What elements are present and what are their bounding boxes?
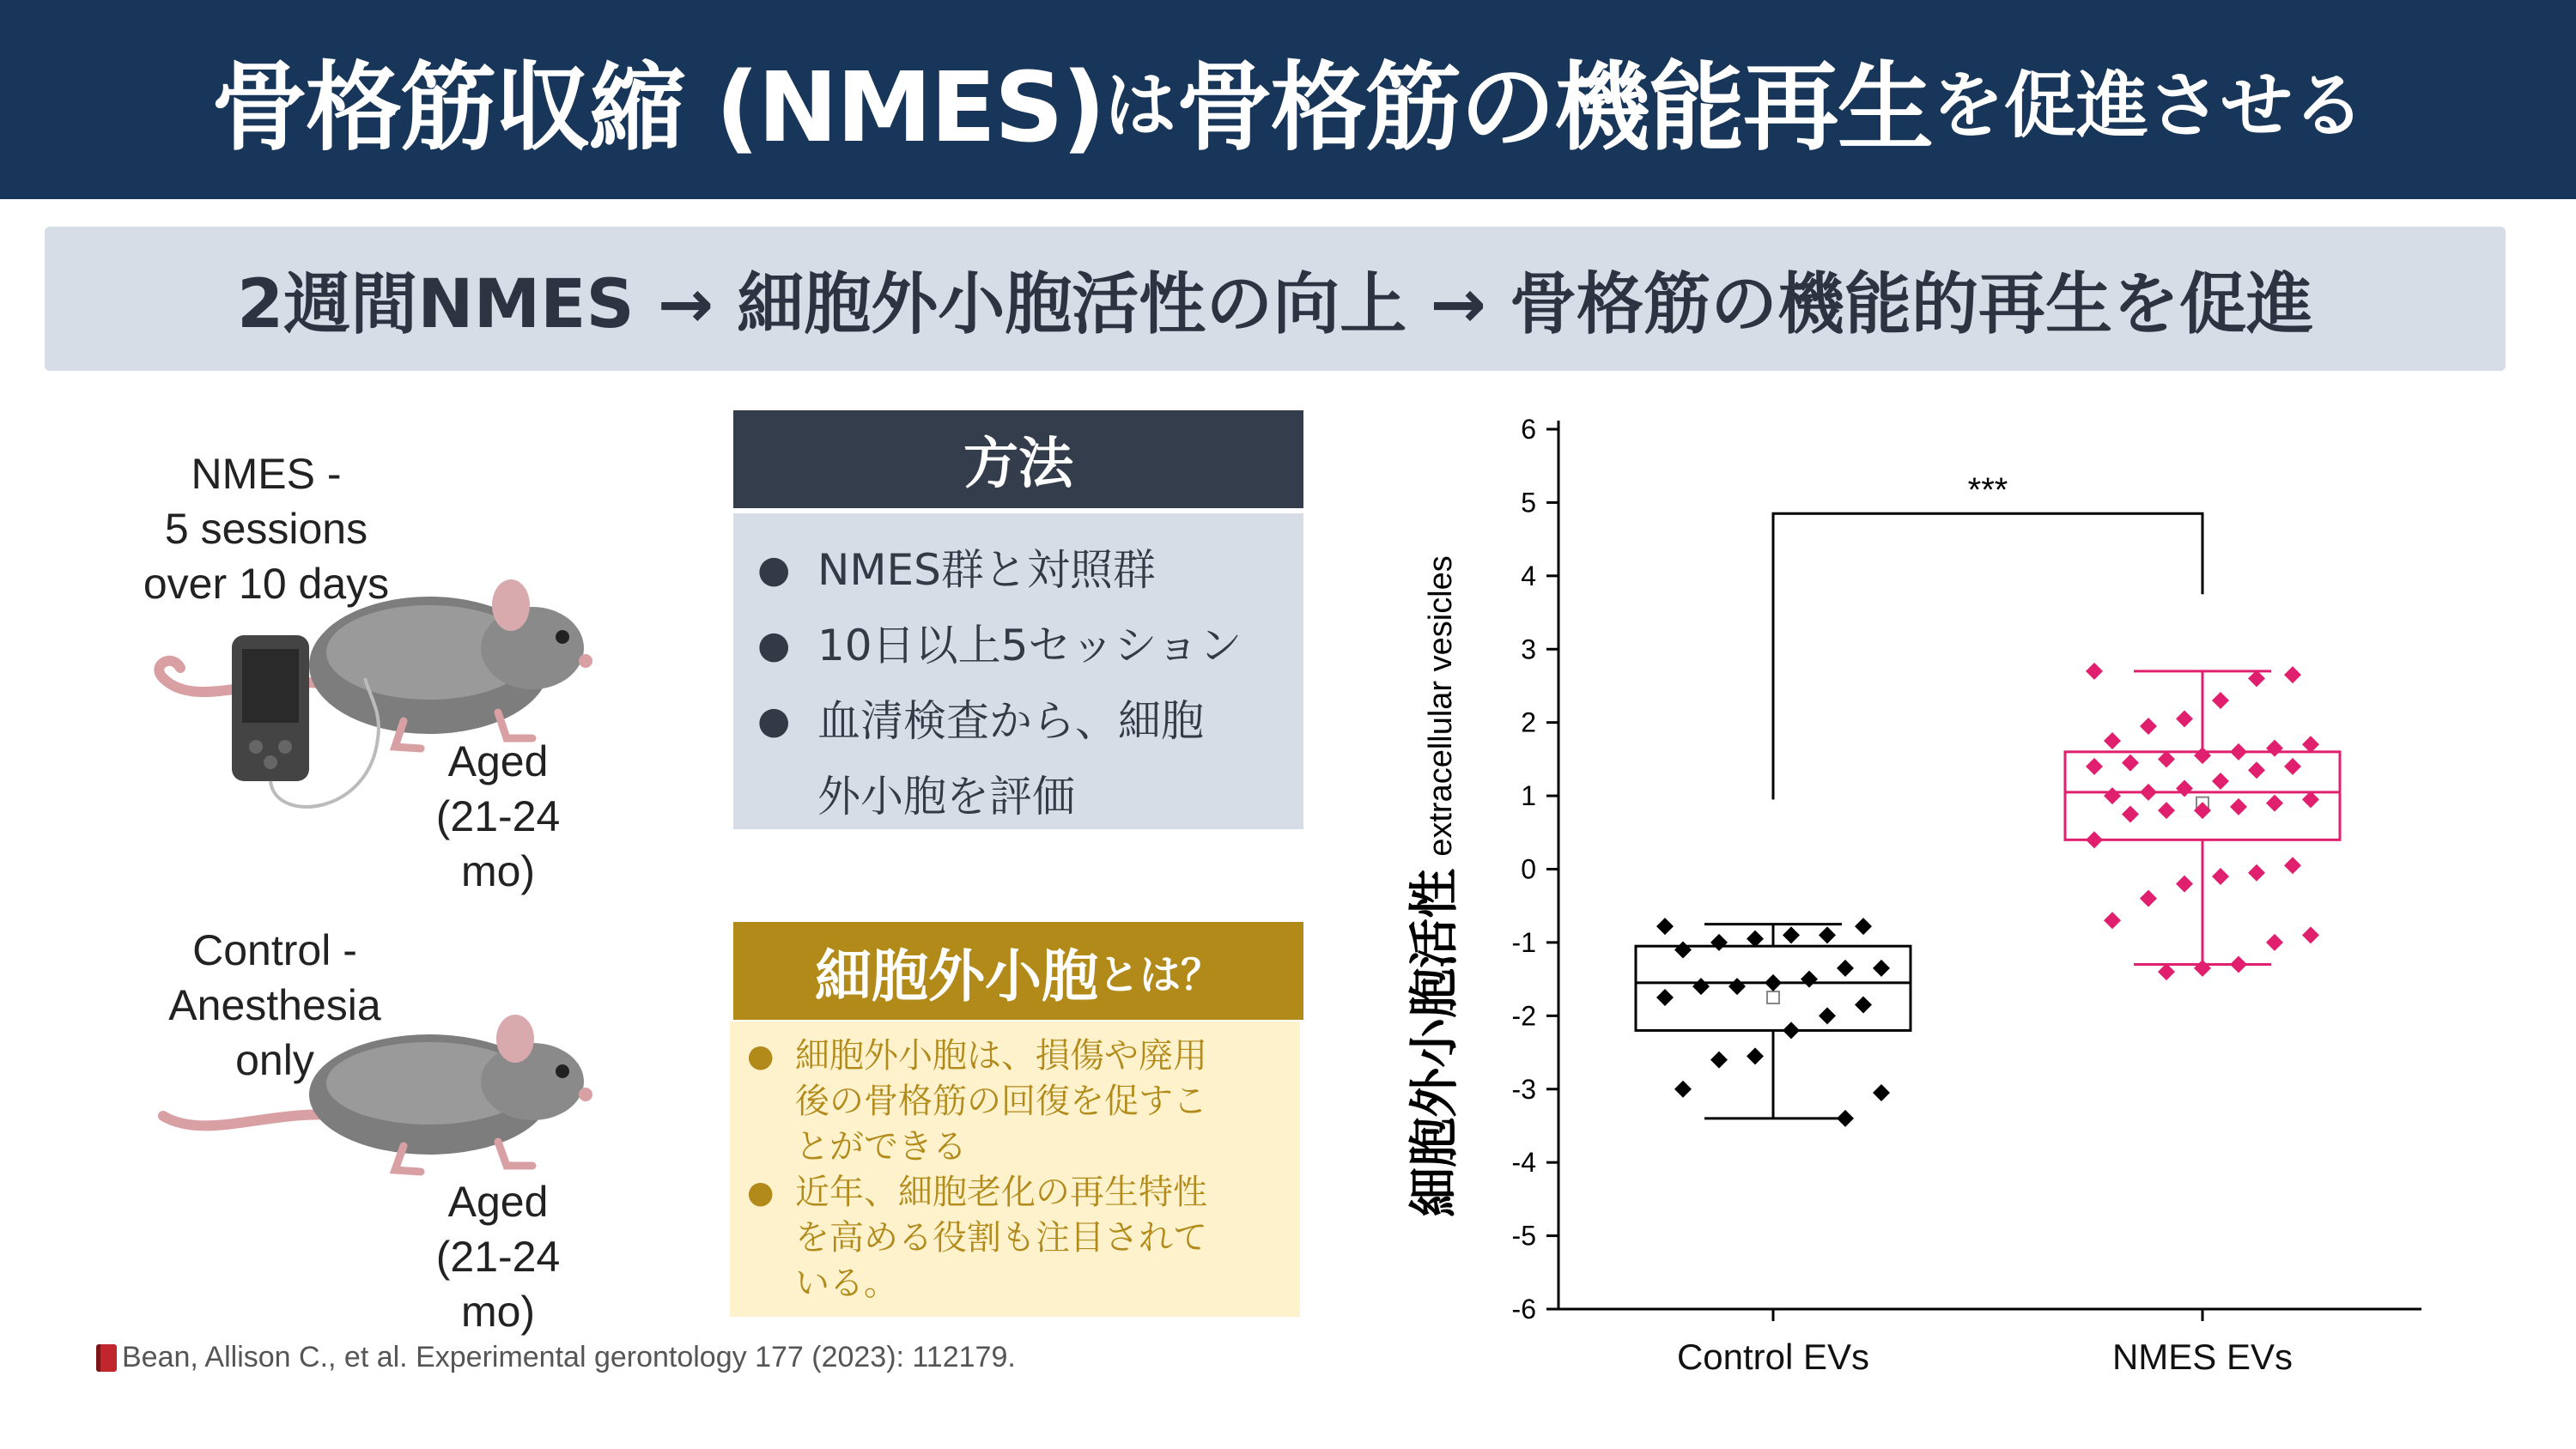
data-point (1747, 1047, 1764, 1064)
data-point (1783, 1022, 1800, 1039)
y-tick-label: -5 (1511, 1220, 1536, 1252)
data-point (1873, 1084, 1890, 1101)
book-icon (96, 1344, 117, 1372)
data-point (2104, 732, 2121, 749)
bullet-icon: ● (747, 1175, 775, 1210)
data-point (2176, 876, 2193, 893)
data-point (2284, 758, 2301, 775)
data-point (2302, 791, 2319, 808)
bullet-icon: ● (757, 548, 791, 591)
y-tick-label: -3 (1511, 1073, 1536, 1105)
data-point (2230, 798, 2247, 815)
data-point (2140, 890, 2157, 907)
control-mouse-illustration (146, 1013, 610, 1185)
title-part-1: 骨格筋収縮 (NMES) (211, 52, 1104, 164)
significance-label: *** (1967, 471, 2008, 510)
x-tick-label: NMES EVs (2111, 1337, 2293, 1377)
title-part-3: 骨格筋の機能再生 (1176, 52, 1932, 164)
data-point (1747, 931, 1764, 948)
data-point (1674, 1081, 1692, 1098)
list-item: ● 細胞外小胞は、損傷や廃用 後の骨格筋の回復を促すこ とができる (747, 1034, 1291, 1170)
y-tick-label: 1 (1521, 780, 1536, 812)
data-point (2158, 963, 2175, 980)
data-point (1819, 1007, 1836, 1024)
data-point (1855, 918, 1872, 935)
data-point (2104, 787, 2121, 804)
list-item-continuation: 外小胞を評価 (817, 772, 1075, 822)
y-tick-label: 6 (1521, 414, 1536, 445)
data-point (2302, 926, 2319, 943)
data-point (2140, 718, 2157, 735)
data-point (1765, 974, 1782, 991)
y-tick-label: 2 (1521, 706, 1536, 738)
y-tick-label: -4 (1511, 1147, 1536, 1179)
nmes-mouse-illustration (146, 567, 610, 824)
data-point (2086, 663, 2103, 680)
box-plot-chart (1391, 395, 2456, 1408)
y-tick-label: -6 (1511, 1294, 1536, 1325)
summary-banner: 2週間NMES → 細胞外小胞活性の向上 → 骨格筋の機能的再生を促進 (45, 227, 2506, 371)
y-tick-label: 5 (1521, 487, 1536, 518)
data-point (1801, 971, 1818, 988)
data-point (1728, 978, 1746, 995)
data-point (2302, 736, 2319, 753)
nmes-group-label: NMES - 5 sessions over 10 days (143, 450, 390, 608)
data-point (2086, 758, 2103, 775)
list-item: ● NMES群と対照群 (757, 532, 1286, 608)
data-point (2248, 670, 2265, 687)
data-point (1674, 941, 1692, 958)
data-point (1692, 978, 1710, 995)
data-point (2284, 666, 2301, 683)
list-item: ● 血清検査から、細胞 (757, 683, 1286, 759)
data-point (2122, 755, 2139, 772)
data-point (2194, 747, 2211, 764)
data-point (1855, 997, 1872, 1014)
aged-label-bottom: Aged (21-24 mo) (435, 1178, 561, 1336)
data-point (2194, 960, 2211, 977)
data-point (1783, 926, 1800, 943)
data-point (2248, 864, 2265, 882)
y-tick-label: 3 (1521, 634, 1536, 665)
data-point (1837, 1110, 1854, 1127)
data-point (2266, 740, 2283, 757)
title-part-2: は (1103, 63, 1176, 148)
data-point (2158, 802, 2175, 819)
data-point (2248, 761, 2265, 779)
data-point (1710, 1052, 1728, 1069)
y-tick-label: 4 (1521, 560, 1536, 591)
data-point (1656, 918, 1674, 935)
y-axis-label: 細胞外小胞活性extracellular vesicles (1405, 555, 1463, 1217)
bullet-icon: ● (757, 623, 791, 667)
list-item: ● 10日以上5セッション (757, 608, 1286, 683)
control-group-label: Control - Anesthesia only (168, 926, 381, 1084)
data-point (2176, 780, 2193, 797)
y-tick-label: -1 (1511, 926, 1536, 958)
data-point (1819, 926, 1836, 943)
significance-bracket (1773, 513, 2202, 799)
citation: Bean, Allison C., et al. Experimental gerontology 177 (2023): 112179. (96, 1341, 1016, 1374)
data-point (2104, 912, 2121, 929)
data-point (2086, 831, 2103, 848)
data-point (2212, 773, 2229, 790)
data-point (1710, 934, 1728, 951)
data-point (2230, 956, 2247, 973)
data-point (1873, 960, 1890, 977)
page-title (0, 0, 2576, 199)
data-point (2122, 805, 2139, 822)
data-point (2230, 743, 2247, 761)
bullet-icon: ● (757, 699, 791, 743)
data-point (2140, 784, 2157, 801)
data-point (2212, 692, 2229, 709)
method-list (733, 513, 1303, 829)
list-item: ● 近年、細胞老化の再生特性 を高める役割も注目されて いる。 (747, 1170, 1291, 1307)
title-part-4: を促進させる (1931, 63, 2365, 148)
data-point (1656, 989, 1674, 1006)
data-point (2266, 934, 2283, 951)
data-point (2266, 795, 2283, 812)
y-tick-label: -2 (1511, 1000, 1536, 1032)
data-point (2284, 857, 2301, 874)
aged-label-top: Aged (21-24 mo) (435, 737, 561, 895)
data-point (2212, 868, 2229, 885)
mean-marker (1767, 991, 1779, 1003)
data-point (2158, 750, 2175, 767)
bullet-icon: ● (747, 1039, 775, 1074)
ev-info-list (730, 1022, 1300, 1317)
y-tick-label: 0 (1521, 853, 1536, 885)
x-tick-label: Control EVs (1676, 1337, 1870, 1377)
ev-info-title: 細胞外小胞 とは？ (733, 922, 1303, 1020)
data-point (1837, 960, 1854, 977)
method-title: 方法 (733, 410, 1303, 508)
data-point (2176, 710, 2193, 727)
